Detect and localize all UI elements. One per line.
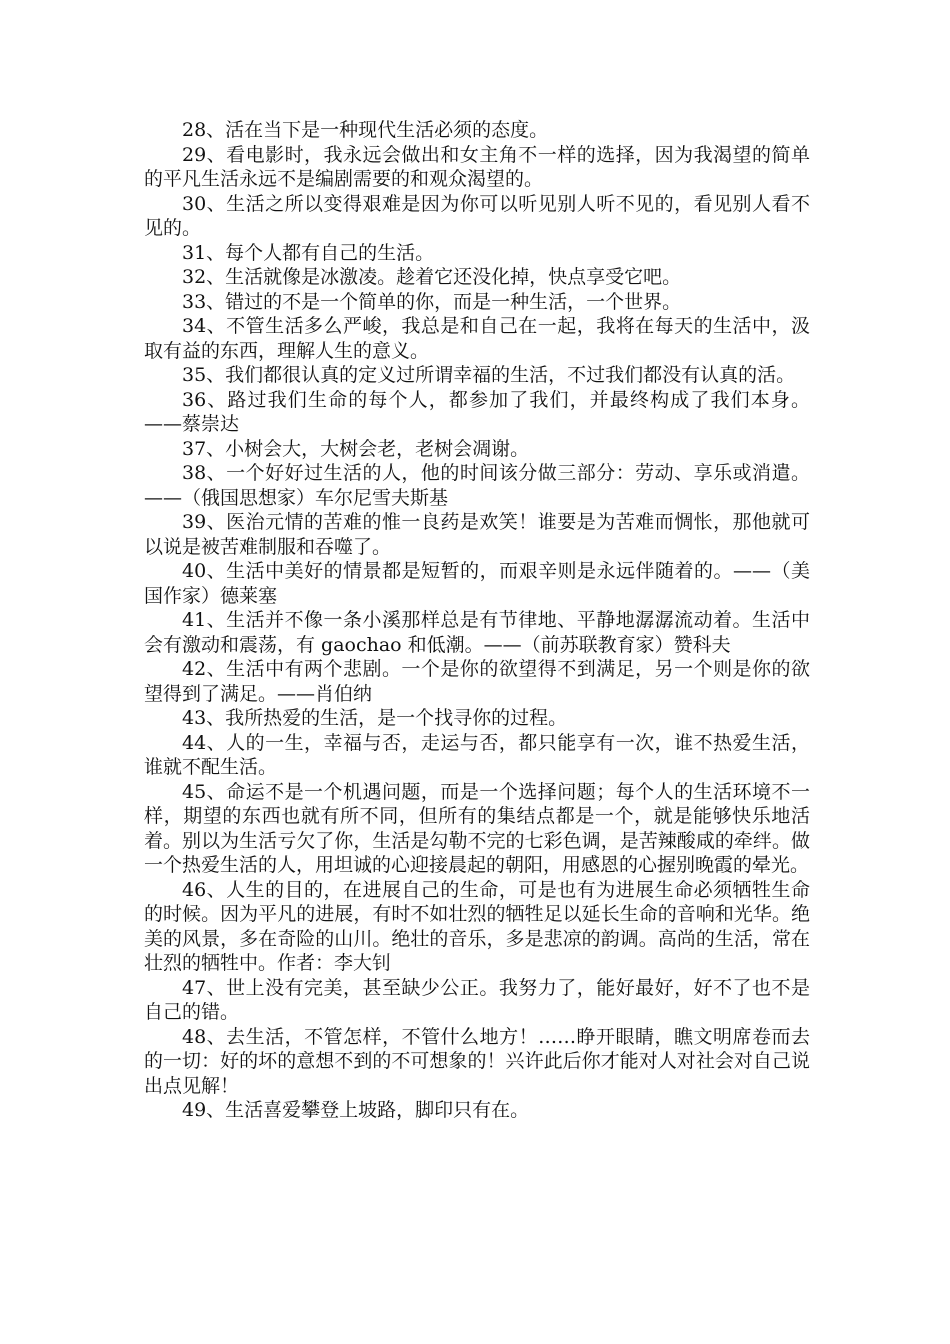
paragraph-32: 32、生活就像是冰激凌。趁着它还没化掉，快点享受它吧。 xyxy=(182,266,682,288)
paragraph-36: 36、路过我们生命的每个人，都参加了我们，并最终构成了我们本身。——蔡崇达 xyxy=(144,388,810,435)
paragraph-46: 46、人生的目的，在进展自己的生命，可是也有为进展生命必须牺牲生命的时候。因为平凡的进展，有时不如壮烈的牺牲足以延长生命的音响和光华。绝美的风景，多在奇险的山川。绝壮的音乐，多是悲凉的韵调。高尚的生活，常在壮烈的牺牲中。作者：李大钊 xyxy=(144,878,810,974)
paragraph-43: 43、我所热爱的生活，是一个找寻你的过程。 xyxy=(182,707,568,729)
paragraph-44: 44、人的一生，幸福与否，走运与否，都只能享有一次，谁不热爱生活，谁就不配生活。 xyxy=(144,731,810,778)
paragraph-38: 38、一个好好过生活的人，他的时间该分做三部分：劳动、享乐或消遣。——（俄国思想家）车尔尼雪夫斯基 xyxy=(144,462,810,509)
paragraph-40: 40、生活中美好的情景都是短暂的，而艰辛则是永远伴随着的。——（美国作家）德莱塞 xyxy=(144,560,810,607)
paragraph-47: 47、世上没有完美，甚至缺少公正。我努力了，能好最好，好不了也不是自己的错。 xyxy=(144,976,810,1023)
paragraph-29: 29、看电影时，我永远会做出和女主角不一样的选择，因为我渴望的简单的平凡生活永远不是编剧需要的和观众渴望的。 xyxy=(144,143,810,190)
paragraph-45: 45、命运不是一个机遇问题，而是一个选择问题；每个人的生活环境不一样，期望的东西也就有所不同，但所有的集结点都是一个，就是能够快乐地活着。别以为生活亏欠了你，生活是勾勒不完的七彩色调，是苦辣酸咸的牵绊。做一个热爱生活的人，用坦诚的心迎接晨起的朝阳，用感恩的心握别晚霞的晕光。 xyxy=(144,780,810,876)
paragraph-37: 37、小树会大，大树会老，老树会凋谢。 xyxy=(182,437,530,460)
paragraph-28: 28、活在当下是一种现代生活必须的态度。 xyxy=(182,119,549,141)
paragraph-41: 41、生活并不像一条小溪那样总是有节律地、平静地潺潺流动着。生活中会有激动和震荡，有 gaochao 和低潮。——（前苏联教育家）赞科夫 xyxy=(144,609,810,656)
paragraph-35: 35、我们都很认真的定义过所谓幸福的生活，不过我们都没有认真的活。 xyxy=(182,364,796,386)
paragraph-49: 49、生活喜爱攀登上坡路，脚印只有在。 xyxy=(182,1099,530,1121)
paragraph-48: 48、去生活，不管怎样，不管什么地方！……睁开眼睛，瞧文明席卷而去的一切：好的坏的意想不到的不可想象的！兴许此后你才能对人对社会对自己说出点见解！ xyxy=(144,1025,810,1097)
paragraph-34: 34、不管生活多么严峻，我总是和自己在一起，我将在每天的生活中，汲取有益的东西，理解人生的意义。 xyxy=(144,315,810,362)
document-body xyxy=(144,118,810,1123)
paragraph-42: 42、生活中有两个悲剧。一个是你的欲望得不到满足，另一个则是你的欲望得到了满足。——肖伯纳 xyxy=(144,658,810,705)
paragraph-39: 39、医治元情的苦难的惟一良药是欢笑！谁要是为苦难而惆怅，那他就可以说是被苦难制服和吞噬了。 xyxy=(144,511,810,558)
paragraph-33: 33、错过的不是一个简单的你，而是一种生活，一个世界。 xyxy=(182,290,682,313)
paragraph-30: 30、生活之所以变得艰难是因为你可以听见别人听不见的，看见别人看不见的。 xyxy=(144,192,810,239)
paragraph-31: 31、每个人都有自己的生活。 xyxy=(182,241,435,264)
